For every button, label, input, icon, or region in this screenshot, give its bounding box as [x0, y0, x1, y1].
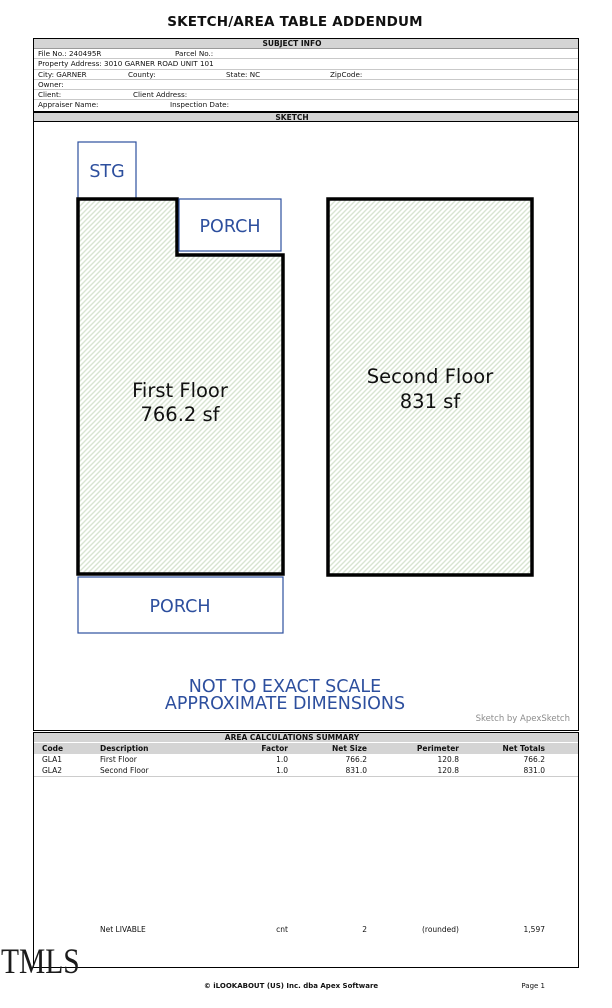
state-field: State: NC: [226, 69, 261, 79]
sketch-header: SKETCH: [33, 112, 579, 122]
subject-info-row: [34, 100, 578, 110]
area-calculations-header: AREA CALCULATIONS SUMMARY: [34, 733, 578, 743]
footer-copyright: © iLOOKABOUT (US) Inc. dba Apex Software: [203, 982, 379, 990]
second-floor-name: Second Floor: [366, 365, 494, 388]
table-header-row: [34, 743, 578, 754]
sketch-credit: Sketch by ApexSketch: [475, 714, 570, 724]
tmls-watermark: TMLS: [1, 941, 80, 981]
subject-info-section: [33, 38, 579, 112]
property-address-field: Property Address: 3010 GARNER ROAD UNIT 101: [38, 59, 214, 69]
owner-field: Owner:: [38, 79, 64, 89]
col-net-totals: Net Totals: [502, 744, 545, 753]
stg-label: STG: [89, 162, 125, 182]
floor-plan-sketch: [34, 122, 578, 730]
area-calculations-section: [33, 732, 579, 968]
parcel-no-field: Parcel No.:: [175, 49, 214, 58]
sketch-panel: [33, 122, 579, 731]
table-row: GLA1 First Floor 1.0 766.2 120.8 766.2: [42, 755, 545, 764]
table-summary-row: Net LIVABLE cnt 2 (rounded) 1,597: [100, 925, 545, 934]
inspection-date-field: Inspection Date:: [170, 100, 230, 110]
porch-bottom-label: PORCH: [149, 597, 211, 617]
subject-info-row: [34, 90, 578, 100]
scale-notice-line2: APPROXIMATE DIMENSIONS: [164, 694, 406, 714]
col-code: Code: [42, 744, 64, 753]
subject-info-row: [34, 80, 578, 90]
county-field: County:: [128, 69, 156, 79]
subject-info-header: SUBJECT INFO: [34, 39, 578, 49]
col-net-size: Net Size: [332, 744, 367, 753]
appraiser-name-field: Appraiser Name:: [38, 100, 99, 110]
footer-page-number: Page 1: [521, 982, 545, 990]
zipcode-field: ZipCode:: [330, 69, 363, 79]
first-floor-area: 766.2 sf: [140, 403, 220, 426]
subject-info-row: [34, 70, 578, 80]
scale-notice-line1: NOT TO EXACT SCALE: [188, 677, 382, 697]
city-field: City: GARNER: [38, 69, 87, 79]
client-address-field: Client Address:: [133, 90, 188, 100]
client-field: Client:: [38, 90, 62, 100]
page-title: SKETCH/AREA TABLE ADDENDUM: [167, 14, 423, 30]
porch-top-label: PORCH: [199, 217, 261, 237]
first-floor-name: First Floor: [132, 379, 228, 402]
col-perimeter: Perimeter: [416, 744, 459, 753]
second-floor-area: 831 sf: [399, 390, 461, 413]
table-spacer: [34, 777, 578, 924]
table-body: [34, 754, 578, 777]
subject-info-row: [34, 59, 578, 69]
col-factor: Factor: [261, 744, 288, 753]
col-description: Description: [100, 744, 149, 753]
subject-info-row: [34, 49, 578, 59]
file-no-field: File No.: 240495R: [38, 49, 102, 58]
table-row: GLA2 Second Floor 1.0 831.0 120.8 831.0: [42, 766, 545, 775]
